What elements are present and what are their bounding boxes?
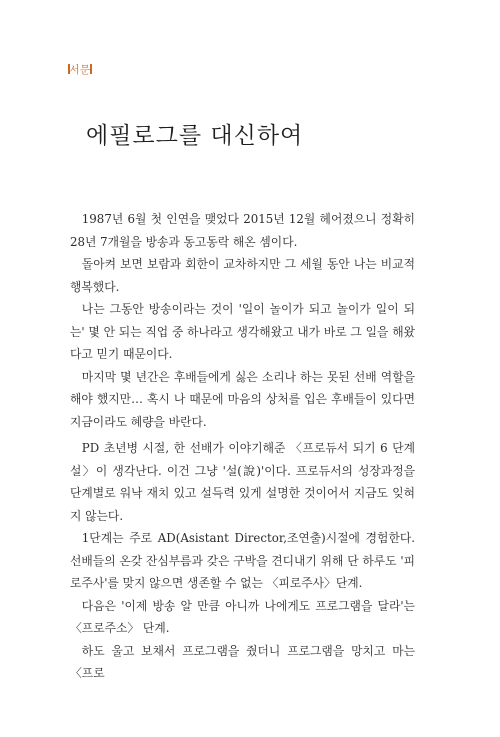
paragraph: 마지막 몇 년간은 후배들에게 싫은 소리나 하는 못된 선배 역할을 해야 했지만… 혹시 나 때문에 마음의 상처를 입은 후배들이 있다면 지금이라도 혜량을 바란다. <box>70 369 415 429</box>
paragraph: PD 초년병 시절, 한 선배가 이야기해준 〈프로듀서 되기 6 단계 설〉이 생각난다. 이건 그냥 '설(說)'이다. 프로듀서의 성장과정을 단계별로 워낙 재치 있고 설득력 있게 설명한 것이어서 지금도 잊혀지 않는다. <box>70 441 415 523</box>
paragraph: 나는 그동안 방송이라는 것이 '일이 놀이가 되고 놀이가 일이 되는' 몇 안 되는 직업 중 하나라고 생각해왔고 내가 바로 그 일을 해왔다고 믿기 때문이다. <box>70 302 415 361</box>
paragraph: 1987년 6월 첫 인연을 맺었다 2015년 12월 헤어졌으니 정확히 28년 7개월을 방송과 동고동락 해온 셈이다. <box>70 212 415 249</box>
paragraph: 하도 울고 보채서 프로그램을 줬더니 프로그램을 망치고 마는 〈프로 <box>70 643 415 680</box>
chapter-title: 에필로그를 대신하여 <box>86 123 304 149</box>
section-tag-right-bar <box>90 64 92 74</box>
paragraph: 돌아켜 보면 보람과 회한이 교차하지만 그 세월 동안 나는 비교적 행복했다. <box>70 257 415 294</box>
paragraph: 다음은 '이제 방송 알 만큼 아니까 나에게도 프로그램을 달라'는 〈프로주소〉 단계. <box>70 598 415 635</box>
section-tag-label: 서문 <box>69 64 91 76</box>
paragraph-block-2 <box>70 437 415 685</box>
paragraph-block-1 <box>70 208 415 433</box>
paragraph: 1단계는 주로 AD(Asistant Director,조연출)시절에 경험한다. 선배들의 온갖 잔심부름과 갖은 구박을 견디내기 위해 단 하루도 '피로주사'를 맞지 않으면 생존할 수 없는 〈피로주사〉단계. <box>70 531 415 590</box>
section-tag <box>68 62 92 77</box>
